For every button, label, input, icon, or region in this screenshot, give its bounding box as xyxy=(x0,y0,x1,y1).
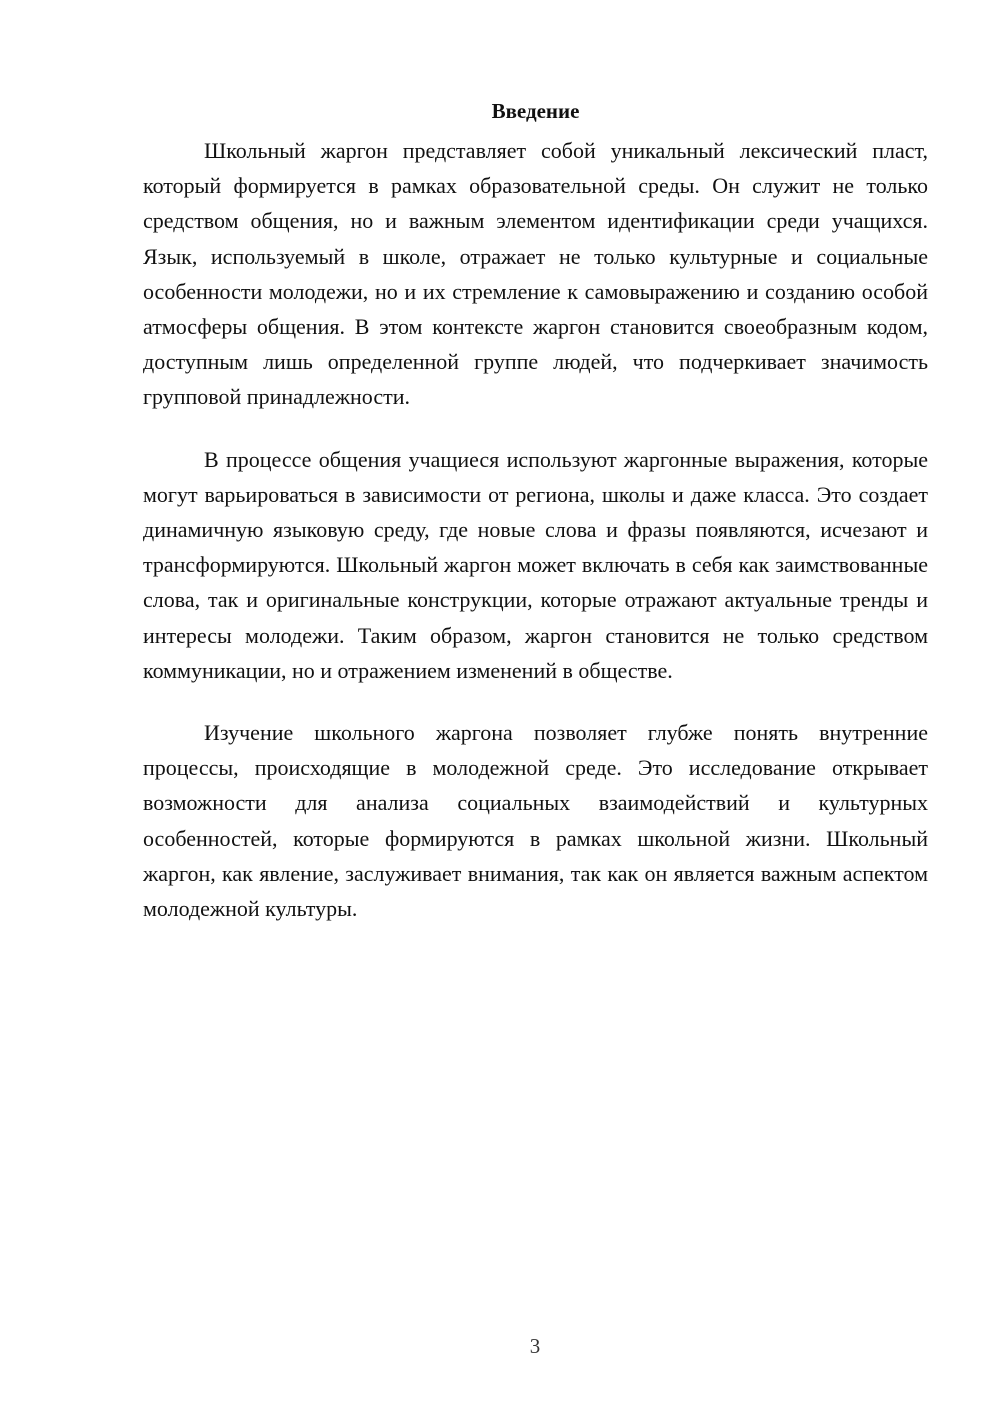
paragraph-1: Школьный жаргон представляет собой уникальный лексический пласт, который формируется в рамках образовательной среды. Он служит не только средством общения, но и важным элементом идентификации среди учащихся. Язык, используемый в школе, отражает не только культурные и социальные особенности молодежи, но и их стремление к самовыражению и созданию особой атмосферы общения. В этом контексте жаргон становится своеобразным кодом, доступным лишь определенной группе людей, что подчеркивает значимость групповой принадлежности. xyxy=(143,138,928,410)
paragraph-3: Изучение школьного жаргона позволяет глубже понять внутренние процессы, происходящие в молодежной среде. Это исследование открывает возможности для анализа социальных взаимодействий и культурных особенностей, которые формируются в рамках школьной жизни. Школьный жаргон, как явление, заслуживает внимания, так как он является важным аспектом молодежной культуры. xyxy=(143,720,928,922)
page-number: 3 xyxy=(529,1334,541,1358)
paragraph-2: В процессе общения учащиеся используют жаргонные выражения, которые могут варьироваться в зависимости от региона, школы и даже класса. Это создает динамичную языковую среду, где новые слова и фразы появляются, исчезают и трансформируются. Школьный жаргон может включать в себя как заимствованные слова, так и оригинальные конструкции, которые отражают актуальные тренды и интересы молодежи. Таким образом, жаргон становится не только средством коммуникации, но и отражением изменений в обществе. xyxy=(143,446,928,683)
page-content xyxy=(143,92,928,953)
section-title: Введение xyxy=(491,99,580,123)
